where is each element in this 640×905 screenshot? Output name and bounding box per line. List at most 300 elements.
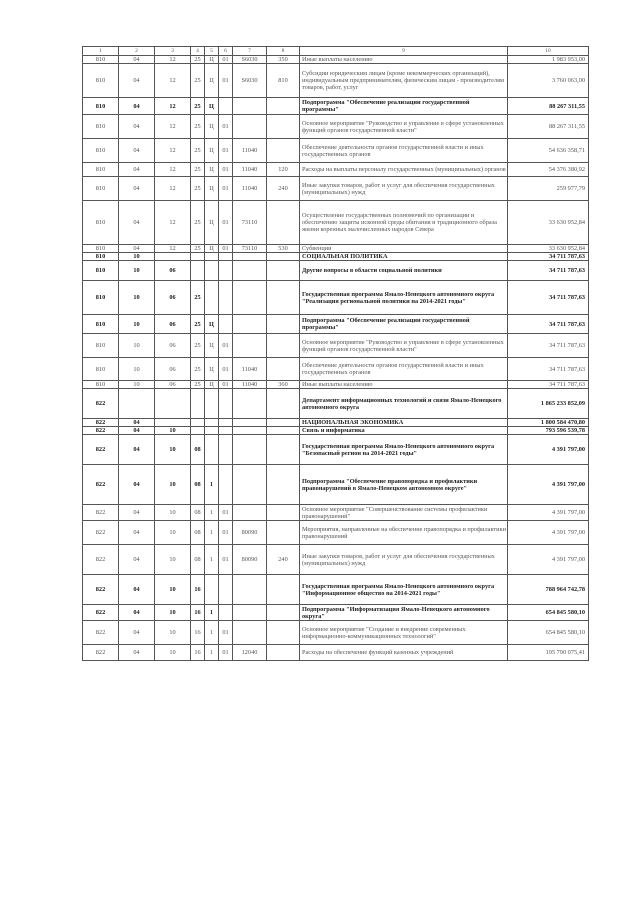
direction-code: S6030 bbox=[233, 64, 267, 98]
program-code bbox=[191, 253, 205, 261]
item-description: Государственная программа Ямало-Ненецкого автономного округа "Безопасный регион на 2014-2021 годы" bbox=[300, 435, 508, 465]
item-description: Иные выплаты населению bbox=[300, 56, 508, 64]
col-header: 9 bbox=[300, 47, 508, 56]
direction-code bbox=[233, 419, 267, 427]
program-code: 25 bbox=[191, 245, 205, 253]
expense-type-code bbox=[267, 98, 300, 115]
direction-code bbox=[233, 253, 267, 261]
event-code: 01 bbox=[219, 139, 233, 163]
table-row bbox=[83, 315, 589, 334]
table-row bbox=[83, 334, 589, 358]
expense-type-code bbox=[267, 334, 300, 358]
col-header: 5 bbox=[205, 47, 219, 56]
direction-code: 11040 bbox=[233, 177, 267, 201]
subsection-code: 06 bbox=[155, 315, 191, 334]
direction-code bbox=[233, 621, 267, 645]
event-code: 01 bbox=[219, 645, 233, 661]
subsection-code: 10 bbox=[155, 521, 191, 545]
program-code: 25 bbox=[191, 56, 205, 64]
expense-type-code bbox=[267, 605, 300, 621]
section-code: 04 bbox=[119, 177, 155, 201]
item-description: Расходы на выплаты персоналу государственных (муниципальных) органов bbox=[300, 163, 508, 177]
subsection-code bbox=[155, 419, 191, 427]
item-description: Субвенции bbox=[300, 245, 508, 253]
program-code: 25 bbox=[191, 64, 205, 98]
expense-type-code: 120 bbox=[267, 163, 300, 177]
program-code: 25 bbox=[191, 115, 205, 139]
subsection-code: 06 bbox=[155, 281, 191, 315]
section-code: 10 bbox=[119, 315, 155, 334]
ministry-code: 822 bbox=[83, 505, 119, 521]
subsection-code: 12 bbox=[155, 56, 191, 64]
expense-type-code bbox=[267, 139, 300, 163]
item-description: Обеспечение деятельности органов государственной власти и иных государственных органов bbox=[300, 358, 508, 381]
budget-table-sheet bbox=[82, 46, 588, 661]
amount: 34 711 787,63 bbox=[508, 381, 589, 389]
subsection-code: 10 bbox=[155, 575, 191, 605]
amount: 33 630 952,84 bbox=[508, 201, 589, 245]
subprogram-code: Ц bbox=[205, 315, 219, 334]
amount: 34 711 787,63 bbox=[508, 358, 589, 381]
section-code: 04 bbox=[119, 521, 155, 545]
amount: 4 391 797,00 bbox=[508, 435, 589, 465]
item-description: Связь и информатика bbox=[300, 427, 508, 435]
subsection-code: 10 bbox=[155, 427, 191, 435]
subsection-code bbox=[155, 253, 191, 261]
expense-type-code bbox=[267, 253, 300, 261]
ministry-code: 822 bbox=[83, 419, 119, 427]
subsection-code: 10 bbox=[155, 545, 191, 575]
event-code: 01 bbox=[219, 245, 233, 253]
subprogram-code: 1 bbox=[205, 465, 219, 505]
event-code bbox=[219, 315, 233, 334]
ministry-code: 822 bbox=[83, 575, 119, 605]
item-description: Государственная программа Ямало-Ненецкого автономного округа "Реализация региональной политики на 2014-2021 годы" bbox=[300, 281, 508, 315]
subprogram-code: 1 bbox=[205, 605, 219, 621]
ministry-code: 822 bbox=[83, 621, 119, 645]
subprogram-code: Ц bbox=[205, 139, 219, 163]
col-header: 3 bbox=[155, 47, 191, 56]
section-code: 04 bbox=[119, 201, 155, 245]
item-description: Субсидии юридическим лицам (кроме некоммерческих организаций), индивидуальным предпринимателям, физическим лицам - производителям товаров, работ, услуг bbox=[300, 64, 508, 98]
event-code bbox=[219, 389, 233, 419]
amount: 793 596 539,78 bbox=[508, 427, 589, 435]
table-row bbox=[83, 261, 589, 281]
table-row bbox=[83, 163, 589, 177]
col-header: 1 bbox=[83, 47, 119, 56]
program-code: 25 bbox=[191, 281, 205, 315]
expense-type-code: 530 bbox=[267, 245, 300, 253]
section-code: 04 bbox=[119, 427, 155, 435]
program-code: 08 bbox=[191, 465, 205, 505]
event-code: 01 bbox=[219, 56, 233, 64]
expense-type-code: 350 bbox=[267, 56, 300, 64]
event-code bbox=[219, 427, 233, 435]
amount: 654 845 580,10 bbox=[508, 605, 589, 621]
direction-code: 73110 bbox=[233, 201, 267, 245]
item-description: СОЦИАЛЬНАЯ ПОЛИТИКА bbox=[300, 253, 508, 261]
subsection-code: 06 bbox=[155, 261, 191, 281]
table-row bbox=[83, 253, 589, 261]
subprogram-code: 1 bbox=[205, 521, 219, 545]
section-code: 04 bbox=[119, 621, 155, 645]
ministry-code: 810 bbox=[83, 56, 119, 64]
expense-type-code bbox=[267, 575, 300, 605]
section-code: 04 bbox=[119, 245, 155, 253]
subprogram-code: Ц bbox=[205, 381, 219, 389]
amount: 88 267 311,55 bbox=[508, 115, 589, 139]
item-description: Осуществление государственных полномочий по организации и обеспечению защиты исконной среды обитания и традиционного образа жизни коренных малочисленных народов Севера bbox=[300, 201, 508, 245]
section-code: 10 bbox=[119, 381, 155, 389]
table-row bbox=[83, 427, 589, 435]
subprogram-code bbox=[205, 389, 219, 419]
event-code bbox=[219, 253, 233, 261]
direction-code bbox=[233, 605, 267, 621]
event-code: 01 bbox=[219, 177, 233, 201]
subprogram-code: 1 bbox=[205, 545, 219, 575]
amount: 54 636 358,71 bbox=[508, 139, 589, 163]
subsection-code: 12 bbox=[155, 115, 191, 139]
amount: 4 391 797,00 bbox=[508, 521, 589, 545]
direction-code bbox=[233, 389, 267, 419]
amount: 33 630 952,84 bbox=[508, 245, 589, 253]
subsection-code: 10 bbox=[155, 435, 191, 465]
program-code bbox=[191, 427, 205, 435]
subprogram-code bbox=[205, 253, 219, 261]
expense-type-code bbox=[267, 115, 300, 139]
expense-type-code: 240 bbox=[267, 545, 300, 575]
program-code: 16 bbox=[191, 621, 205, 645]
ministry-code: 822 bbox=[83, 427, 119, 435]
col-header: 2 bbox=[119, 47, 155, 56]
col-header: 8 bbox=[267, 47, 300, 56]
amount: 34 711 787,63 bbox=[508, 334, 589, 358]
item-description: Другие вопросы в области социальной политики bbox=[300, 261, 508, 281]
amount: 4 391 797,00 bbox=[508, 465, 589, 505]
subprogram-code: Ц bbox=[205, 98, 219, 115]
amount: 34 711 787,63 bbox=[508, 281, 589, 315]
subsection-code: 06 bbox=[155, 358, 191, 381]
table-row bbox=[83, 115, 589, 139]
subsection-code: 10 bbox=[155, 505, 191, 521]
amount: 1 983 953,00 bbox=[508, 56, 589, 64]
ministry-code: 810 bbox=[83, 163, 119, 177]
expense-type-code bbox=[267, 358, 300, 381]
expense-type-code: 360 bbox=[267, 381, 300, 389]
item-description: Мероприятия, направленные на обеспечение правопорядка и профилактики правонарушений bbox=[300, 521, 508, 545]
ministry-code: 810 bbox=[83, 139, 119, 163]
table-row bbox=[83, 621, 589, 645]
ministry-code: 810 bbox=[83, 315, 119, 334]
amount: 654 845 580,10 bbox=[508, 621, 589, 645]
ministry-code: 810 bbox=[83, 98, 119, 115]
item-description: Департамент информационных технологий и связи Ямало-Ненецкого автономного округа bbox=[300, 389, 508, 419]
amount: 195 790 075,41 bbox=[508, 645, 589, 661]
section-code: 04 bbox=[119, 64, 155, 98]
event-code bbox=[219, 605, 233, 621]
program-code: 25 bbox=[191, 177, 205, 201]
subprogram-code: Ц bbox=[205, 177, 219, 201]
direction-code bbox=[233, 575, 267, 605]
item-description: Иные выплаты населению bbox=[300, 381, 508, 389]
expense-type-code bbox=[267, 621, 300, 645]
subprogram-code: Ц bbox=[205, 245, 219, 253]
ministry-code: 822 bbox=[83, 465, 119, 505]
section-code: 04 bbox=[119, 575, 155, 605]
item-description: Основное мероприятие "Руководство и управление в сфере установленных функций органов государственной власти" bbox=[300, 334, 508, 358]
event-code bbox=[219, 419, 233, 427]
amount: 34 711 787,63 bbox=[508, 315, 589, 334]
item-description: Подпрограмма "Информатизация Ямало-Ненецкого автономного округа" bbox=[300, 605, 508, 621]
expense-type-code: 810 bbox=[267, 64, 300, 98]
subprogram-code bbox=[205, 575, 219, 605]
section-code: 04 bbox=[119, 435, 155, 465]
subprogram-code: Ц bbox=[205, 334, 219, 358]
program-code: 25 bbox=[191, 98, 205, 115]
table-row bbox=[83, 505, 589, 521]
col-header: 6 bbox=[219, 47, 233, 56]
event-code bbox=[219, 575, 233, 605]
table-row bbox=[83, 64, 589, 98]
amount: 1 865 233 852,09 bbox=[508, 389, 589, 419]
item-description: Подпрограмма "Обеспечение реализации государственной программы" bbox=[300, 98, 508, 115]
amount: 788 964 742,78 bbox=[508, 575, 589, 605]
program-code bbox=[191, 419, 205, 427]
table-row bbox=[83, 281, 589, 315]
program-code bbox=[191, 389, 205, 419]
subprogram-code bbox=[205, 419, 219, 427]
subsection-code: 12 bbox=[155, 201, 191, 245]
subprogram-code: Ц bbox=[205, 64, 219, 98]
item-description: Подпрограмма "Обеспечение реализации государственной программы" bbox=[300, 315, 508, 334]
subprogram-code bbox=[205, 261, 219, 281]
event-code: 01 bbox=[219, 115, 233, 139]
subsection-code: 10 bbox=[155, 605, 191, 621]
item-description: Иные закупки товаров, работ и услуг для обеспечения государственных (муниципальных) нужд bbox=[300, 177, 508, 201]
subprogram-code: 1 bbox=[205, 621, 219, 645]
direction-code: 80090 bbox=[233, 521, 267, 545]
subsection-code: 10 bbox=[155, 621, 191, 645]
program-code: 16 bbox=[191, 575, 205, 605]
section-code: 10 bbox=[119, 281, 155, 315]
program-code: 25 bbox=[191, 201, 205, 245]
event-code bbox=[219, 465, 233, 505]
expense-type-code bbox=[267, 521, 300, 545]
table-row bbox=[83, 389, 589, 419]
expense-type-code bbox=[267, 505, 300, 521]
ministry-code: 810 bbox=[83, 253, 119, 261]
section-code: 04 bbox=[119, 505, 155, 521]
event-code: 01 bbox=[219, 334, 233, 358]
direction-code bbox=[233, 505, 267, 521]
table-body bbox=[83, 56, 589, 661]
amount: 3 760 063,00 bbox=[508, 64, 589, 98]
direction-code bbox=[233, 261, 267, 281]
section-code: 04 bbox=[119, 163, 155, 177]
subsection-code: 12 bbox=[155, 245, 191, 253]
subprogram-code bbox=[205, 427, 219, 435]
event-code: 01 bbox=[219, 201, 233, 245]
direction-code: 12040 bbox=[233, 645, 267, 661]
subprogram-code: 1 bbox=[205, 505, 219, 521]
direction-code: 11040 bbox=[233, 381, 267, 389]
table-row bbox=[83, 575, 589, 605]
direction-code: 11040 bbox=[233, 163, 267, 177]
ministry-code: 810 bbox=[83, 334, 119, 358]
program-code: 08 bbox=[191, 505, 205, 521]
ministry-code: 810 bbox=[83, 177, 119, 201]
section-code: 10 bbox=[119, 261, 155, 281]
subsection-code: 12 bbox=[155, 98, 191, 115]
ministry-code: 810 bbox=[83, 281, 119, 315]
event-code: 01 bbox=[219, 358, 233, 381]
program-code: 25 bbox=[191, 381, 205, 389]
direction-code bbox=[233, 281, 267, 315]
expense-type-code bbox=[267, 315, 300, 334]
program-code: 25 bbox=[191, 163, 205, 177]
direction-code bbox=[233, 435, 267, 465]
col-header: 10 bbox=[508, 47, 589, 56]
amount: 1 800 584 470,80 bbox=[508, 419, 589, 427]
program-code: 08 bbox=[191, 435, 205, 465]
table-row bbox=[83, 56, 589, 64]
item-description: Государственная программа Ямало-Ненецкого автономного округа "Информационное общество на 2014-2021 годы" bbox=[300, 575, 508, 605]
ministry-code: 810 bbox=[83, 201, 119, 245]
direction-code bbox=[233, 465, 267, 505]
table-row bbox=[83, 358, 589, 381]
expense-type-code bbox=[267, 465, 300, 505]
section-code: 04 bbox=[119, 465, 155, 505]
budget-table bbox=[82, 46, 589, 661]
amount: 88 267 311,55 bbox=[508, 98, 589, 115]
event-code: 01 bbox=[219, 621, 233, 645]
item-description: Основное мероприятие "Руководство и управление в сфере установленных функций органов государственной власти" bbox=[300, 115, 508, 139]
item-description: Основное мероприятие "Совершенствование системы профилактики правонарушений" bbox=[300, 505, 508, 521]
table-row bbox=[83, 419, 589, 427]
subprogram-code bbox=[205, 281, 219, 315]
section-code: 04 bbox=[119, 115, 155, 139]
ministry-code: 810 bbox=[83, 64, 119, 98]
direction-code: 11040 bbox=[233, 358, 267, 381]
event-code: 01 bbox=[219, 163, 233, 177]
header-row bbox=[83, 47, 589, 56]
item-description: Основное мероприятие "Создание и внедрение современных информационно-коммуникационных технологий" bbox=[300, 621, 508, 645]
table-row bbox=[83, 435, 589, 465]
ministry-code: 810 bbox=[83, 358, 119, 381]
section-code bbox=[119, 389, 155, 419]
subsection-code: 06 bbox=[155, 334, 191, 358]
expense-type-code bbox=[267, 645, 300, 661]
expense-type-code bbox=[267, 281, 300, 315]
subsection-code bbox=[155, 389, 191, 419]
subsection-code: 12 bbox=[155, 139, 191, 163]
direction-code bbox=[233, 315, 267, 334]
program-code: 16 bbox=[191, 605, 205, 621]
subsection-code: 12 bbox=[155, 163, 191, 177]
event-code bbox=[219, 281, 233, 315]
section-code: 04 bbox=[119, 139, 155, 163]
event-code: 01 bbox=[219, 381, 233, 389]
event-code bbox=[219, 98, 233, 115]
ministry-code: 822 bbox=[83, 645, 119, 661]
item-description: Подпрограмма "Обеспечение правопорядка и профилактики правонарушений в Ямало-Ненецком автономном округе" bbox=[300, 465, 508, 505]
section-code: 04 bbox=[119, 545, 155, 575]
program-code: 16 bbox=[191, 645, 205, 661]
amount: 54 376 380,92 bbox=[508, 163, 589, 177]
table-row bbox=[83, 545, 589, 575]
expense-type-code bbox=[267, 419, 300, 427]
table-row bbox=[83, 245, 589, 253]
subprogram-code bbox=[205, 435, 219, 465]
subprogram-code: Ц bbox=[205, 358, 219, 381]
amount: 259 977,79 bbox=[508, 177, 589, 201]
expense-type-code bbox=[267, 261, 300, 281]
direction-code bbox=[233, 334, 267, 358]
program-code: 25 bbox=[191, 358, 205, 381]
direction-code bbox=[233, 115, 267, 139]
table-row bbox=[83, 465, 589, 505]
subsection-code: 12 bbox=[155, 64, 191, 98]
section-code: 04 bbox=[119, 419, 155, 427]
section-code: 04 bbox=[119, 56, 155, 64]
subprogram-code: 1 bbox=[205, 645, 219, 661]
ministry-code: 822 bbox=[83, 605, 119, 621]
col-header: 7 bbox=[233, 47, 267, 56]
expense-type-code bbox=[267, 389, 300, 419]
event-code: 01 bbox=[219, 545, 233, 575]
col-header: 4 bbox=[191, 47, 205, 56]
event-code bbox=[219, 435, 233, 465]
subsection-code: 06 bbox=[155, 381, 191, 389]
subsection-code: 10 bbox=[155, 645, 191, 661]
item-description: НАЦИОНАЛЬНАЯ ЭКОНОМИКА bbox=[300, 419, 508, 427]
table-row bbox=[83, 139, 589, 163]
amount: 4 391 797,00 bbox=[508, 505, 589, 521]
subprogram-code: Ц bbox=[205, 201, 219, 245]
amount: 34 711 787,63 bbox=[508, 253, 589, 261]
ministry-code: 822 bbox=[83, 545, 119, 575]
ministry-code: 822 bbox=[83, 389, 119, 419]
program-code: 25 bbox=[191, 139, 205, 163]
item-description: Иные закупки товаров, работ и услуг для обеспечения государственных (муниципальных) нужд bbox=[300, 545, 508, 575]
ministry-code: 822 bbox=[83, 521, 119, 545]
section-code: 10 bbox=[119, 334, 155, 358]
table-row bbox=[83, 201, 589, 245]
section-code: 10 bbox=[119, 358, 155, 381]
table-row bbox=[83, 645, 589, 661]
expense-type-code bbox=[267, 427, 300, 435]
table-row bbox=[83, 521, 589, 545]
direction-code: 73110 bbox=[233, 245, 267, 253]
direction-code: 80090 bbox=[233, 545, 267, 575]
program-code: 08 bbox=[191, 521, 205, 545]
table-row bbox=[83, 381, 589, 389]
ministry-code: 810 bbox=[83, 245, 119, 253]
program-code: 25 bbox=[191, 334, 205, 358]
program-code: 08 bbox=[191, 545, 205, 575]
section-code: 10 bbox=[119, 253, 155, 261]
subprogram-code: Ц bbox=[205, 56, 219, 64]
direction-code bbox=[233, 98, 267, 115]
section-code: 04 bbox=[119, 645, 155, 661]
table-row bbox=[83, 177, 589, 201]
expense-type-code: 240 bbox=[267, 177, 300, 201]
amount: 4 391 797,00 bbox=[508, 545, 589, 575]
table-row bbox=[83, 98, 589, 115]
event-code: 01 bbox=[219, 521, 233, 545]
ministry-code: 810 bbox=[83, 261, 119, 281]
subsection-code: 10 bbox=[155, 465, 191, 505]
